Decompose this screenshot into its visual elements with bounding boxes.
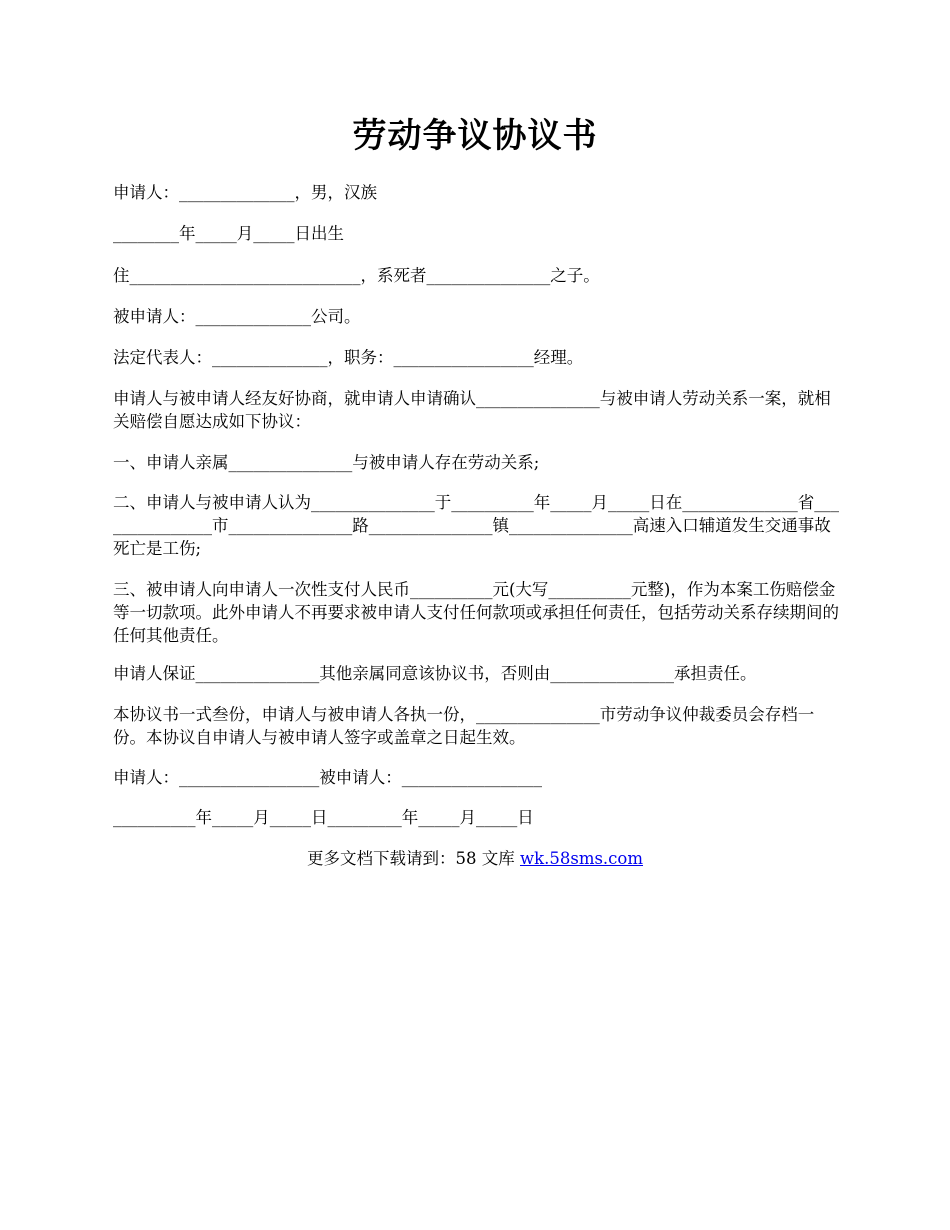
paragraph-preamble: 申请人与被申请人经友好协商，就申请人申请确认_______________与被申请人劳动关系一案，就相关赔偿自愿达成如下协议：: [113, 389, 831, 431]
paragraph-guarantee: 申请人保证_______________其他亲属同意该协议书，否则由_______________承担责任。: [113, 664, 757, 683]
paragraph-copies: 本协议书一式叁份，申请人与被申请人各执一份，_______________市劳动争议仲裁委员会存档一份。本协议自申请人与被申请人签字或盖章之日起生效。: [113, 705, 815, 747]
paragraph-clause-1: 一、申请人亲属_______________与被申请人存在劳动关系;: [113, 453, 540, 472]
paragraph-applicant: 申请人：______________，男，汉族: [113, 183, 377, 202]
footer: [0, 847, 950, 870]
paragraph-dates: __________年_____月_____日_________年_____月_____日: [113, 808, 534, 827]
paragraph-respondent: 被申请人：______________公司。: [113, 307, 361, 326]
paragraph-legal-representative: 法定代表人：______________，职务：_________________经理。: [113, 348, 584, 367]
paragraph-clause-3: 三、被申请人向申请人一次性支付人民币__________元(大写__________元整)，作为本案工伤赔偿金等一切款项。此外申请人不再要求被申请人支付任何款项或承担任何责任，包括劳动关系存续期间的任何其他责任。: [113, 580, 839, 645]
document-title: 劳动争议协议书: [352, 116, 598, 156]
paragraph-clause-2: 二、申请人与被申请人认为_______________于__________年_____月_____日在______________省_______________市_______________路_______________镇_______________高速入口辅道发生交通事故死亡是工伤;: [113, 493, 839, 558]
paragraph-signatures: 申请人：_________________被申请人：_________________: [113, 768, 542, 787]
paragraph-birthdate: ________年_____月_____日出生: [113, 224, 344, 243]
footer-text: 更多文档下载请到：58 文库: [306, 849, 520, 868]
footer-link[interactable]: wk.58sms.com: [519, 849, 643, 868]
paragraph-residence: 住____________________________，系死者_______________之子。: [113, 266, 600, 285]
